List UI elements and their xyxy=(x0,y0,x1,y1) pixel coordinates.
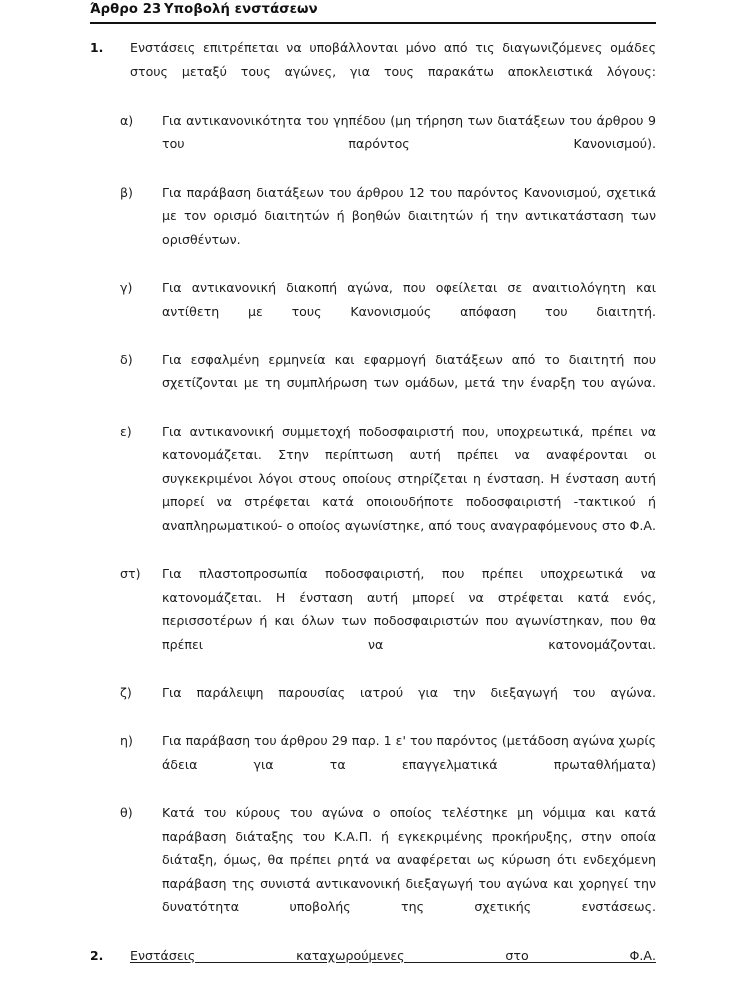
subitem-marker: ζ) xyxy=(120,685,132,701)
subitem-marker: δ) xyxy=(120,351,133,367)
clause xyxy=(90,944,656,991)
list-item xyxy=(90,420,656,562)
clause xyxy=(90,36,656,107)
subitem-text: Για αντικανονικότητα του γηπέδου (μη τήρηση των διατάξεων του άρθρου 9 του παρόντος Κανονισμού). xyxy=(162,112,656,152)
header-divider xyxy=(90,22,656,24)
article-number: Άρθρο 23 xyxy=(90,2,162,17)
list-item xyxy=(90,276,656,347)
document-header xyxy=(90,2,656,24)
clause-marker: 1. xyxy=(90,40,104,55)
list-item xyxy=(90,181,656,275)
subitem-marker: η) xyxy=(120,733,133,749)
subitem-text: Για αντικανονική συμμετοχή ποδοσφαιριστή που, υποχρεωτικά, πρέπει να κατονομάζεται. Στην περίπτωση αυτή πρέπει να αναφέρονται οι συγκεκριμένοι λόγοι στους οποίους στηρίζεται η ένσταση. Η ένσταση αυτή μπορεί να στρέφεται κατά οποιουδήποτε ποδοσφαιριστή -τακτικού ή αναπληρωματικού- ο οποίος αγωνίστηκε, από τους αναγραφόμενους στο Φ.Α. xyxy=(162,423,656,533)
subitem-text: Κατά του κύρους του αγώνα ο οποίος τελέστηκε μη νόμιμα και κατά παράβαση διάταξης του Κ.Α.Π. ή εγκεκριμένης προκήρυξης, στην οποία διάταξη, όμως, θα πρέπει ρητά να αναφέρεται ως κύρωση ότι ενδεχόμενη παράβαση της συνιστά αντικανονική διεξαγωγή του αγώνα και χορηγεί την δυνατότητα υποβολής της σχετικής ενστάσεως. xyxy=(162,805,656,915)
clause-marker: 2. xyxy=(90,947,104,963)
subitem-text: Για πλαστοπροσωπία ποδοσφαιριστή, που πρέπει υποχρεωτικά να κατονομάζεται. Η ένσταση αυτή μπορεί να στρέφεται κατά ενός, περισσοτέρων ή και όλων των ποδοσφαιριστών που αγωνίστηκαν, που θα πρέπει να κατονομάζονται. xyxy=(162,566,656,652)
clause-text: Ενστάσεις επιτρέπεται να υποβάλλονται μόνο από τις διαγωνιζόμενες ομάδες στους μεταξύ τους αγώνες, για τους παρακάτω αποκλειστικά λόγους: xyxy=(130,40,656,79)
subitem-marker: ε) xyxy=(120,423,132,439)
subitem-list xyxy=(90,109,656,943)
list-item xyxy=(90,681,656,728)
subitem-marker: θ) xyxy=(120,805,133,820)
list-item xyxy=(90,348,656,419)
list-item xyxy=(90,729,656,800)
subitem-marker: β) xyxy=(120,184,133,200)
subitem-text: Για αντικανονική διακοπή αγώνα, που οφείλεται σε αναιτιολόγητη και αντίθετη με τους Κανονισμούς απόφαση του διαιτητή. xyxy=(162,279,656,319)
subitem-marker: στ) xyxy=(120,566,141,582)
subitem-text: Για παράβαση διατάξεων του άρθρου 12 του παρόντος Κανονισμού, σχετικά με τον ορισμό διαιτητών ή βοηθών διαιτητών ή την αντικατάσταση των ορισθέντων. xyxy=(162,184,656,247)
subitem-marker: α) xyxy=(120,112,134,128)
subitem-text: Για παράλειψη παρουσίας ιατρού για την διεξαγωγή του αγώνα. xyxy=(162,685,656,701)
document-body xyxy=(90,36,656,993)
list-item xyxy=(90,562,656,680)
subitem-text: Για εσφαλμένη ερμηνεία και εφαρμογή διατάξεων από το διαιτητή που σχετίζονται με τη συμπλήρωση των ομάδων, μετά την έναρξη του αγώνα. xyxy=(162,351,656,391)
header-title-row xyxy=(90,2,656,17)
list-item xyxy=(90,801,656,943)
page-title: Υποβολή ενστάσεων xyxy=(164,2,318,17)
subitem-text: Για παράβαση του άρθρου 29 παρ. 1 ε' του παρόντος (μετάδοση αγώνα χωρίς άδεια για τα επαγγελματικά πρωταθλήματα) xyxy=(162,733,656,772)
clause-text: Ενστάσεις καταχωρούμενες στο Φ.Α. xyxy=(130,947,656,963)
list-item xyxy=(90,109,656,180)
subitem-marker: γ) xyxy=(120,279,133,295)
